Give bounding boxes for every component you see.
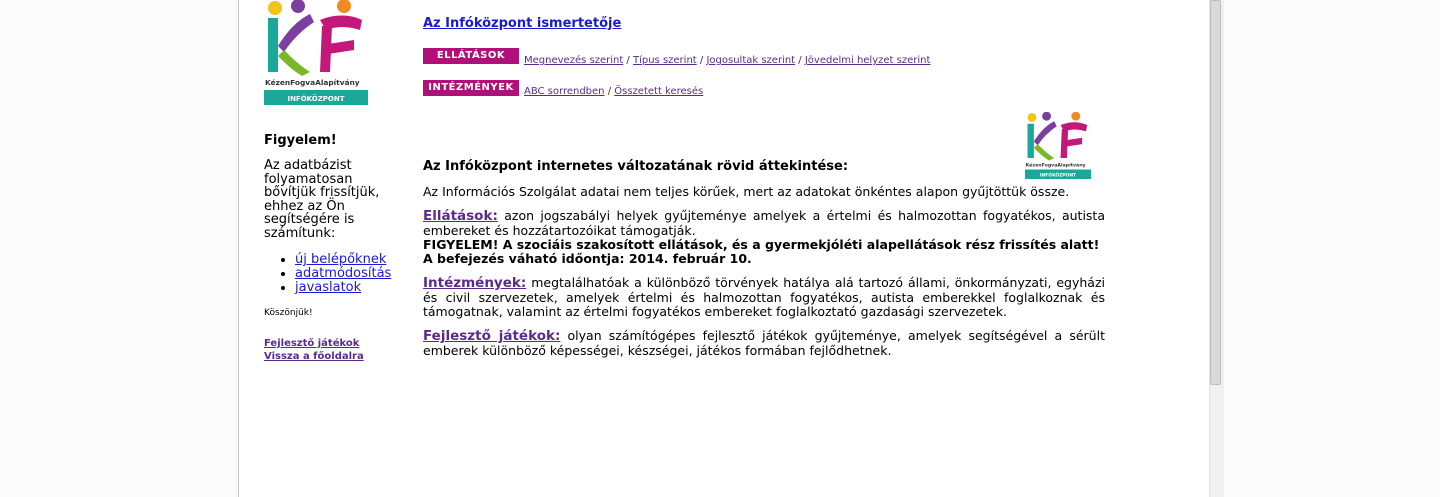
intezmenyek-description: megtalálhatóak a különböző törvények hatálya alá tartozó állami, önkormányzati, egyházi és civil szervezetek, amelyek értelmi és halmozottan fogyatékos, autista emberekkel foglalkoznak és támogatnak, valamint az értelmi fogyatékos embereket foglalkoztató gazdasági szervezetek. (423, 275, 1105, 319)
nav-abc-link[interactable]: ABC sorrendben (524, 86, 605, 97)
games-lead-link[interactable]: Fejlesztő játékok: (423, 328, 561, 345)
completion-date: A befejezés váható időontja: 2014. február 10. (423, 250, 752, 266)
suggestions-link[interactable]: javaslatok (295, 280, 362, 295)
update-warning: FIGYELEM! A szociáis szakosított ellátások, és a gyermekjóléti alapellátások rész frissítés alatt! (423, 236, 1100, 252)
site-logo[interactable] (264, 0, 368, 106)
list-item (295, 253, 391, 267)
sidebar-links (264, 338, 364, 363)
ellatasok-nav (524, 55, 930, 66)
list-item (295, 267, 391, 281)
intezmenyek-lead-link[interactable]: Intézmények: (423, 275, 527, 292)
sidebar-title: Figyelem! (264, 133, 337, 148)
intezmenyek-paragraph (423, 276, 1105, 318)
jatekok-paragraph (423, 329, 1105, 357)
page-background-left (0, 0, 238, 497)
sidebar-thanks: Köszönjük! (264, 308, 313, 318)
page-background-right (1224, 0, 1440, 497)
new-entry-link[interactable]: új belépőknek (295, 252, 387, 267)
ellatasok-badge: ELLÁTÁSOK (423, 48, 519, 64)
nav-separator: / (623, 55, 633, 66)
ellatasok-description: azon jogszabályi helyek gyűjteménye amelyek a értelmi és halmozottan fogyatékos, autista embereket és hozzátartozóikat támogatják. (423, 208, 1105, 239)
games-link[interactable]: Fejlesztő játékok (264, 338, 360, 349)
sidebar-list (280, 253, 391, 295)
main-content (423, 160, 1105, 369)
sidebar-text: Az adatbázist folyamatosan bővítjük frissítjük, ehhez az Ön segítségére is számítunk: (264, 158, 380, 241)
intro-link[interactable]: Az Infóközpont ismertetője (423, 16, 622, 31)
nav-by-eligible-link[interactable]: Jogosultak szerint (706, 55, 796, 66)
games-description: olyan számítógépes fejlesztő játékok gyűjteménye, amelyek segítségével a sérült emberek különböző képességei, készségei, játékos formában fejlődhetnek. (423, 328, 1105, 359)
logo-banner-text: INFÓKÖZPONT (287, 95, 345, 103)
scrollbar-thumb[interactable] (1210, 0, 1221, 385)
nav-separator: / (604, 86, 615, 97)
nav-by-name-link[interactable]: Megnevezés szerint (524, 55, 624, 66)
nav-separator: / (795, 55, 805, 66)
small-logo-banner-text: INFÓKÖZPONT (1039, 173, 1077, 179)
intezmenyek-nav (524, 86, 703, 97)
overview-heading: Az Infóközpont internetes változatának rövid áttekintése: (423, 159, 849, 174)
nav-by-type-link[interactable]: Típus szerint (632, 55, 697, 66)
nav-advanced-search-link[interactable]: Összetett keresés (614, 86, 704, 97)
list-item (295, 281, 391, 295)
data-note: Az Információs Szolgálat adatai nem teljes körűek, mert az adatokat önkéntes alapon gyűjtöttük össze. (423, 183, 1070, 199)
content-frame-left-border (238, 0, 239, 497)
nav-separator: / (696, 55, 707, 66)
intezmenyek-badge: INTÉZMÉNYEK (423, 80, 519, 96)
ellatasok-lead-link[interactable]: Ellátások: (423, 208, 498, 225)
small-logo-brand-text: KézenFogvaAlapítvány (1025, 163, 1086, 169)
logo-brand-text: KézenFogvaAlapítvány (265, 78, 360, 87)
ellatasok-paragraph (423, 209, 1105, 265)
back-to-home-link[interactable]: Vissza a főoldalra (264, 350, 364, 362)
nav-by-income-link[interactable]: Jövedelmi helyzet szerint (804, 55, 931, 66)
data-modification-link[interactable]: adatmódosítás (295, 266, 392, 281)
logo-graphic (264, 0, 368, 106)
